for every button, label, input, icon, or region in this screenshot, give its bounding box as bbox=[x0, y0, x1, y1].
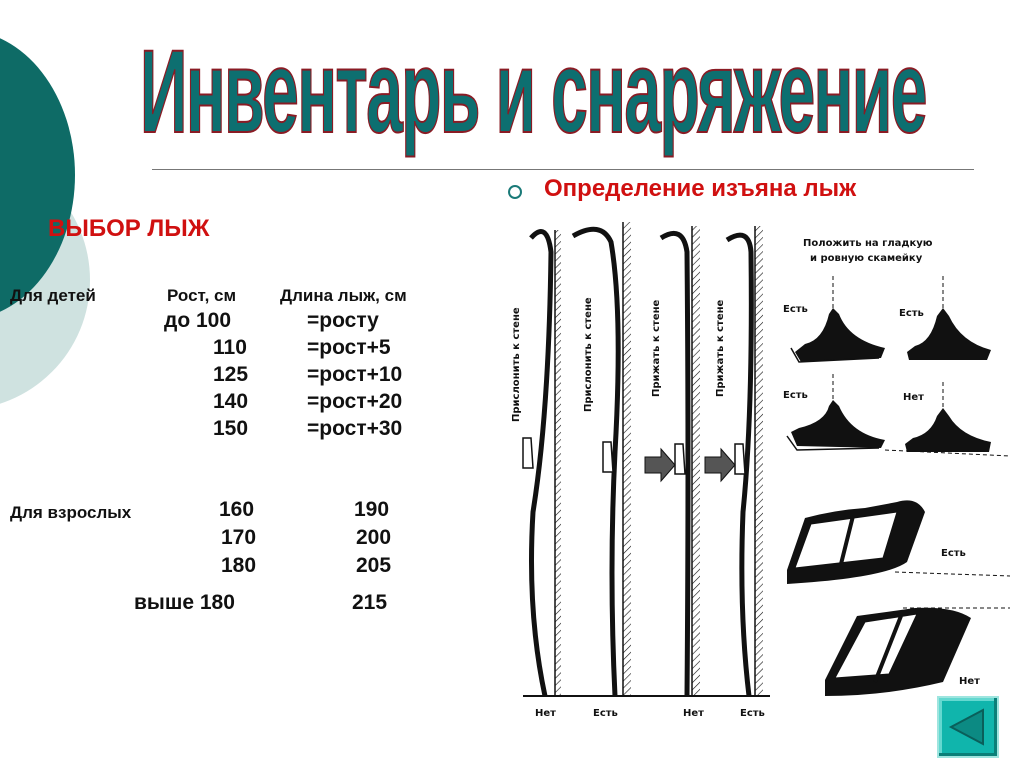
adults-length-above: 215 bbox=[352, 591, 388, 614]
section-label-2: Нет bbox=[959, 676, 980, 687]
wall-2 bbox=[623, 222, 631, 696]
children-height-2: 110 bbox=[213, 336, 247, 359]
children-height-3: 125 bbox=[213, 363, 249, 386]
wall-label-1: Прислонить к стене bbox=[511, 307, 522, 422]
wall-label-4: Прижать к стене bbox=[715, 299, 726, 397]
tip-label-4: Нет bbox=[903, 392, 924, 403]
children-label: Для детей bbox=[10, 286, 96, 305]
triangle-left-icon bbox=[939, 698, 997, 756]
adults-length-3: 205 bbox=[356, 554, 392, 577]
bench-caption-line-1: Положить на гладкую bbox=[803, 238, 933, 249]
tip-label-3: Есть bbox=[783, 390, 808, 401]
adults-label: Для взрослых bbox=[10, 503, 132, 522]
adults-height-2: 170 bbox=[221, 526, 257, 549]
children-length-2: =рост+5 bbox=[307, 336, 391, 359]
tip-label-1: Есть bbox=[783, 304, 808, 315]
binding-1 bbox=[523, 438, 533, 468]
wall-4 bbox=[755, 226, 763, 696]
press-arrow-icon bbox=[645, 449, 675, 481]
binding-3 bbox=[675, 444, 685, 474]
bottom-label-2: Есть bbox=[593, 708, 618, 719]
ski-section-2 bbox=[825, 608, 1010, 696]
length-column-header: Длина лыж, см bbox=[280, 286, 407, 305]
wall-3 bbox=[692, 226, 700, 696]
children-length-5: =рост+30 bbox=[307, 417, 403, 440]
ski-tip-1 bbox=[791, 276, 885, 362]
press-arrow-icon bbox=[705, 449, 735, 481]
ski-defect-illustration bbox=[505, 212, 1015, 724]
adults-height-3: 180 bbox=[221, 554, 257, 577]
adults-height-1: 160 bbox=[219, 498, 255, 521]
adults-height-above: выше 180 bbox=[134, 591, 235, 614]
binding-2 bbox=[603, 442, 613, 472]
slide-title: Инвентарь и снаряжение bbox=[140, 26, 926, 158]
height-column-header: Рост, см bbox=[167, 286, 237, 305]
adults-length-2: 200 bbox=[356, 526, 392, 549]
section-label-1: Есть bbox=[941, 548, 966, 559]
section-heading: ВЫБОР ЛЫЖ bbox=[48, 215, 210, 242]
bottom-label-3: Нет bbox=[683, 708, 704, 719]
figure-subtitle: Определение изъяна лыж bbox=[544, 175, 857, 202]
children-length-3: =рост+10 bbox=[307, 363, 403, 386]
children-length-4: =рост+20 bbox=[307, 390, 403, 413]
previous-slide-button[interactable] bbox=[937, 696, 999, 758]
bench-caption-line-2: и ровную скамейку bbox=[810, 253, 923, 264]
adults-length-1: 190 bbox=[354, 498, 390, 521]
ski-section-1 bbox=[787, 500, 1010, 584]
children-length-1: =росту bbox=[307, 309, 379, 332]
ski-1 bbox=[531, 232, 551, 696]
children-height-4: 140 bbox=[213, 390, 249, 413]
wall-1 bbox=[555, 230, 561, 696]
wall-label-3: Прижать к стене bbox=[651, 299, 662, 397]
wall-label-2: Прислонить к стене bbox=[583, 297, 594, 412]
bottom-label-4: Есть bbox=[740, 708, 765, 719]
children-height-1: до 100 bbox=[164, 309, 232, 332]
title-divider bbox=[152, 169, 974, 170]
bullet-icon bbox=[508, 185, 522, 199]
ski-tip-3 bbox=[787, 374, 885, 450]
binding-4 bbox=[735, 444, 745, 474]
tip-label-2: Есть bbox=[899, 308, 924, 319]
bottom-label-1: Нет bbox=[535, 708, 556, 719]
children-height-5: 150 bbox=[213, 417, 249, 440]
